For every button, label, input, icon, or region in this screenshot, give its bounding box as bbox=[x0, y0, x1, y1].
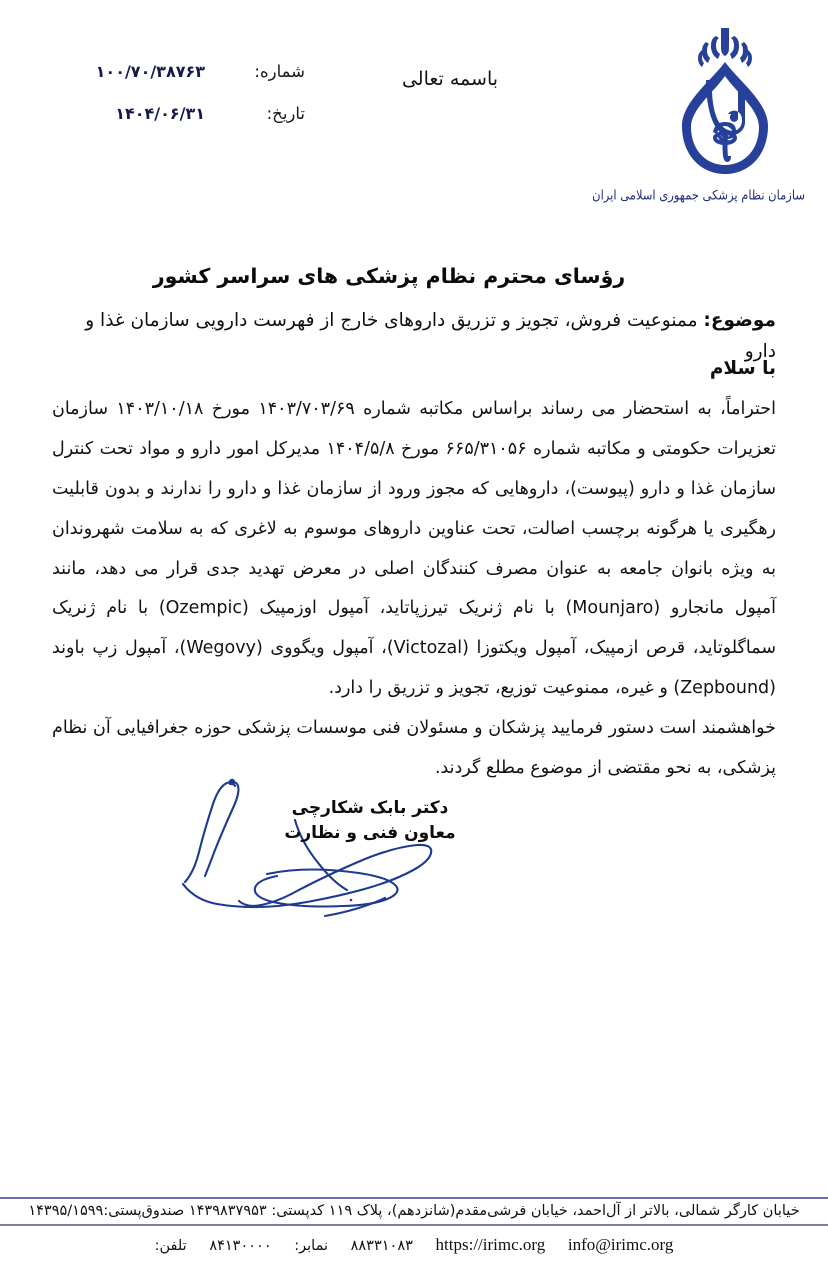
footer-website[interactable]: https://irimc.org bbox=[435, 1234, 546, 1254]
body-paragraph-1: احتراماً، به استحضار می رساند براساس مکاتبه شماره ۱۴۰۳/۷۰۳/۶۹ مورخ ۱۴۰۳/۱۰/۱۸ سازمان تعزیرات حکومتی و مکاتبه شماره ۶۶۵/۳۱۰۵۶ مورخ ۱۴۰۴/۵/۸ مدیرکل امور دارو و مواد تحت کنترل سازمان غذا و دارو (پیوست)، داروهایی که مجوز ورود از سازمان غذا و دارو را ندارند و بدون قابلیت رهگیری یا هرگونه برچسب اصالت، تحت عناوین داروهای موسوم به لاغری که به سلامت شهروندان به ویژه بانوان جامعه به عنوان مصرف کنندگان اصلی در معرض تهدید جدی قرار می دهد، مانند آمپول مانجارو (Mounjaro) با نام ژنریک تیرزپاتاید، آمپول اوزمپیک (Ozempic) با نام ژنریک سماگلوتاید، قرص ازمپیک، آمپول ویکتوزا (Victozal)، آمپول ویگووی (Wegovy)، آمپول زپ باوند (Zepbound) و غیره، ممنوعیت توزیع، تجویز و تزریق را دارد. bbox=[52, 399, 776, 699]
letter-number-label: شماره: bbox=[254, 62, 305, 81]
letter-number-value: ۱۰۰/۷۰/۳۸۷۶۳ bbox=[95, 62, 205, 81]
footer-contact-line bbox=[0, 1226, 828, 1255]
letter-number-row bbox=[55, 62, 305, 86]
signatory-role: معاون فنی و نظارت bbox=[284, 822, 456, 843]
document-footer bbox=[0, 1197, 828, 1275]
greeting-text: با سلام bbox=[709, 358, 776, 379]
footer-address: خیابان کارگر شمالی، بالاتر از آل‌احمد، خیابان فرشی‌مقدم(شانزدهم)، پلاک ۱۱۹ کدپستی: ۱۴۳۹۸۳۷۹۵۳ صندوق‌پستی:۱۴۳۹۵/۱۵۹۹ bbox=[28, 1203, 800, 1219]
footer-phone-label: تلفن: bbox=[154, 1237, 187, 1254]
footer-fax-label: نمابر: bbox=[294, 1237, 328, 1254]
signatory-name: دکتر بابک شکارچی bbox=[291, 798, 449, 818]
footer-email[interactable]: info@irimc.org bbox=[567, 1234, 674, 1254]
logo-caption: سازمان نظام پزشکی جمهوری اسلامی ایران bbox=[592, 186, 805, 204]
letter-date-value: ۱۴۰۴/۰۶/۳۱ bbox=[115, 104, 205, 123]
document-header bbox=[0, 0, 828, 235]
signatory-info bbox=[275, 796, 465, 845]
letter-date-label: تاریخ: bbox=[266, 104, 305, 123]
letter-meta-block bbox=[55, 62, 305, 146]
signature-block bbox=[175, 778, 565, 928]
organization-logo bbox=[592, 22, 805, 222]
subject-label: موضوع: bbox=[703, 310, 776, 331]
footer-phone-value: ۸۴۱۳۰۰۰۰ bbox=[209, 1237, 272, 1254]
subject-text: ممنوعیت فروش، تجویز و تزریق داروهای خارج از فهرست دارویی سازمان غذا و دارو bbox=[85, 310, 776, 363]
letter-body bbox=[52, 390, 776, 789]
body-paragraph-2: خواهشمند است دستور فرمایید پزشکان و مسئولان فنی موسسات پزشکی حوزه جغرافیایی آن نظام پزشکی، به نحو مقتضی از موضوع مطلع گردند. bbox=[52, 718, 776, 779]
letter-date-row bbox=[55, 104, 305, 128]
basmaleh-invocation: باسمه تعالی bbox=[401, 68, 499, 90]
addressee-title: رؤسای محترم نظام پزشکی های سراسر کشور bbox=[152, 264, 626, 288]
irimc-logo-icon bbox=[650, 22, 800, 194]
footer-fax-value: ۸۸۳۳۱۰۸۳ bbox=[350, 1237, 413, 1254]
